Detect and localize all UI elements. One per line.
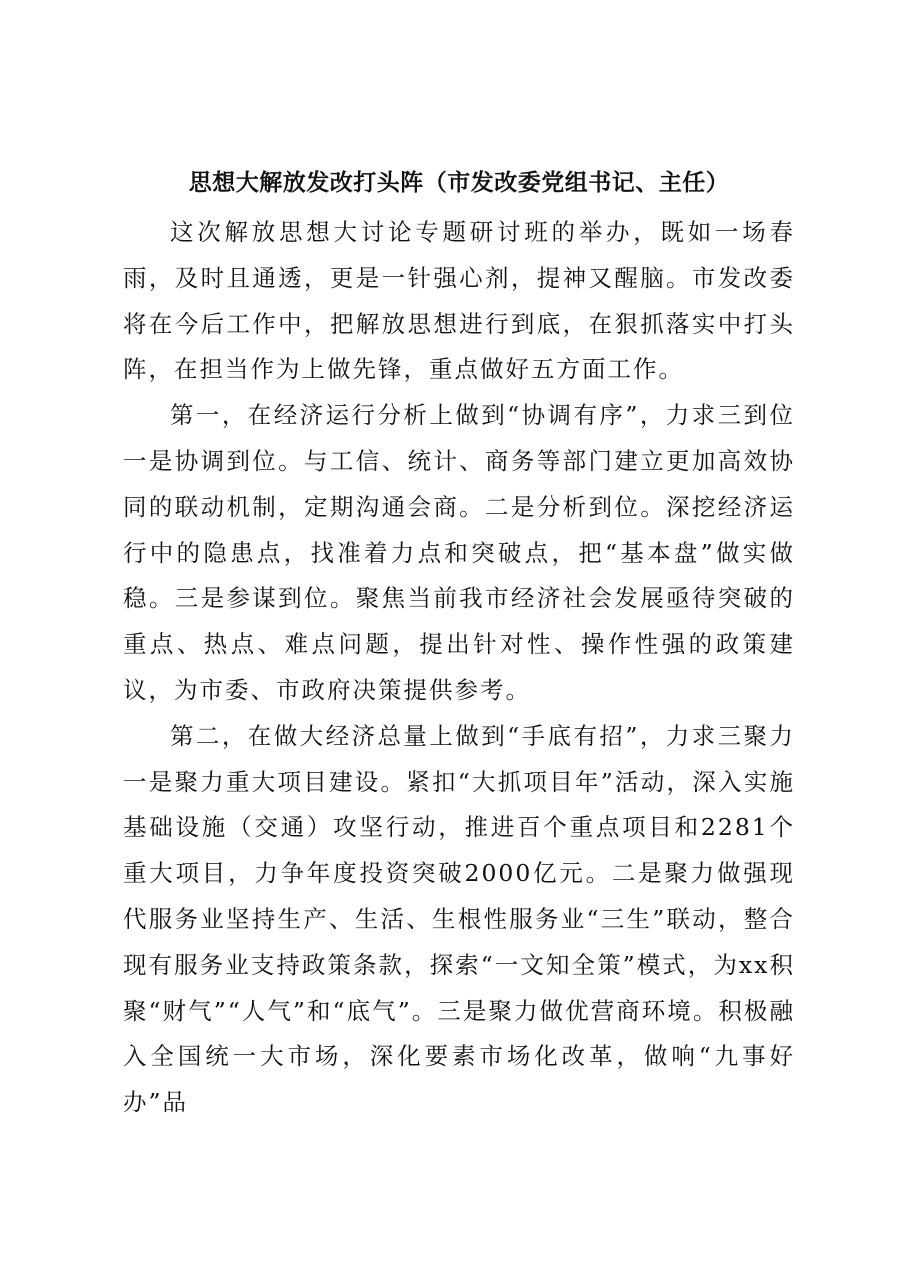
paragraph-intro: 这次解放思想大讨论专题研讨班的举办，既如一场春雨，及时且通透，更是一针强心剂，提神又醒脑。市发改委将在今后工作中，把解放思想进行到底，在狠抓落实中打头阵，在担当作为上做先锋，重点做好五方面工作。 xyxy=(123,218,795,384)
document-title: 思想大解放发改打头阵（市发改委党组书记、主任） xyxy=(188,169,730,196)
paragraph-first-point: 第一，在经济运行分析上做到“协调有序”，力求三到位一是协调到位。与工信、统计、商务等部门建立更加高效协同的联动机制，定期沟通会商。二是分析到位。深挖经济运行中的隐患点，找准着力点和突破点，把“基本盘”做实做稳。三是参谋到位。聚焦当前我市经济社会发展亟待突破的重点、热点、难点问题，提出针对性、操作性强的政策建议，为市委、市政府决策提供参考。 xyxy=(123,401,795,704)
paragraph-second-point: 第二，在做大经济总量上做到“手底有招”，力求三聚力一是聚力重大项目建设。紧扣“大抓项目年”活动，深入实施基础设施（交通）攻坚行动，推进百个重点项目和2281个重大项目，力争年度投资突破2000亿元。二是聚力做强现代服务业坚持生产、生活、生根性服务业“三生”联动，整合现有服务业支持政策条款，探索“一文知全策”模式，为xx积聚“财气”“人气”和“底气”。三是聚力做优营商环境。积极融入全国统一大市场，深化要素市场化改革，做响“九事好办”品 xyxy=(123,721,795,1117)
document-page xyxy=(123,160,795,1126)
